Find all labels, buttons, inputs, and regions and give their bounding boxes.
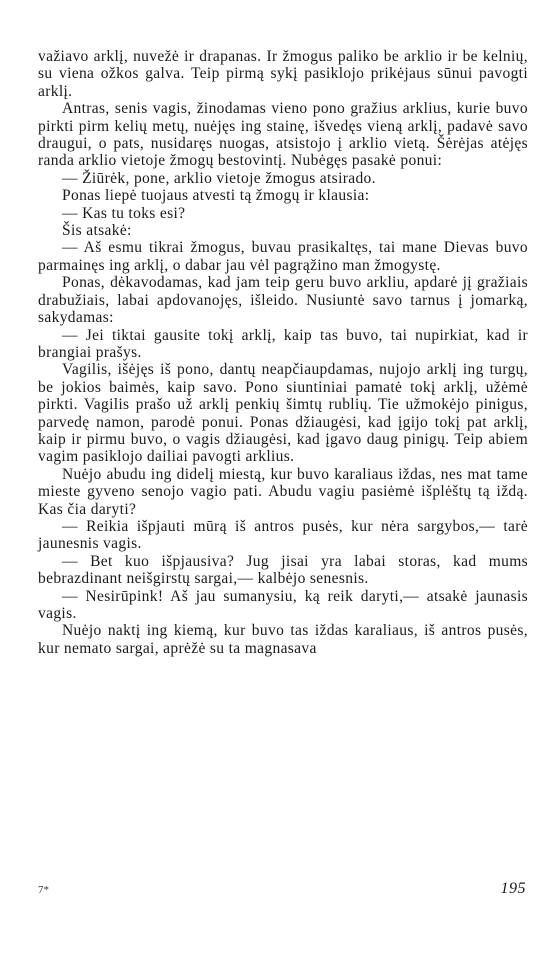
paragraph: važiavo arklį, nuvežė ir drapanas. Ir žmogus paliko be arklio ir be kelnių, su viena ožkos galva. Teip pirmą sykį pasiklojo prikėjaus sūnui pavogti arklį. <box>38 48 528 100</box>
dialogue-line: — Jei tiktai gausite tokį arklį, kaip tas buvo, tai nupirkiat, kad ir brangiai prašys. <box>38 326 528 361</box>
paragraph: Nuėjo abudu ing didelį miestą, kur buvo karaliaus iždas, nes mat tame mieste gyveno senojo vagio pati. Abudu vagiu pasiėmė išplėštų tą iždą. Kas čia daryti? <box>38 465 528 518</box>
paragraph: Ponas, dėkavodamas, kad jam teip geru buvo arkliu, apdarė jį gražiais drabužiais, labai apdovanojęs, išleido. Nusiuntė savo tarnus į jomarką, sakydamas: <box>38 274 528 327</box>
paragraph: Nuėjo naktį ing kiemą, kur buvo tas iždas karaliaus, iš antros pusės, kur nemato sargai, aprėžė su ta magnasava <box>38 622 528 657</box>
paragraph: Šis atsakė: <box>62 222 132 240</box>
dialogue-line: — Aš esmu tikrai žmogus, buvau prasikaltęs, tai mane Dievas buvo parmainęs ing arklį, o dabar jau vėl pagrąžino man žmogystę. <box>38 239 528 274</box>
page-body <box>38 48 528 657</box>
dialogue-line: — Nesirūpink! Aš jau sumanysiu, ką reik daryti,— atsakė jaunasis vagis. <box>38 587 528 622</box>
paragraph: Antras, senis vagis, žinodamas vieno pono gražius arklius, kurie buvo pirkti pirm kelių metų, nuėjęs ing stainę, išvedęs vieną arklį, padavė savo draugui, o pats, nusidaręs nuogas, atsistojo į arklio vietą. Šėrėjas atėjęs randa arklio vietoje žmogų bestovintį. Nubėgęs pasakė ponui: <box>38 100 528 170</box>
page-number: 195 <box>500 880 526 897</box>
printer-signature-mark: 7* <box>38 884 49 896</box>
dialogue-line: — Žiūrėk, pone, arklio vietoje žmogus atsirado. <box>62 169 376 187</box>
paragraph: Vagilis, išėjęs iš pono, dantų neapčiaupdamas, nujojo arklį ing turgų, be jokios baimės, kaip savo. Pono siuntiniai pamatė tokį arklį, užėmė pirkti. Vagilis prašo už arklį penkių šimtų rublių. Tie užmokėjo pinigus, parvedę namon, parodė ponui. Ponas džiaugėsi, kad įgijo tokį pat arklį, kaip ir pirmu buvo, o vagis džiaugėsi, kad įgavo daug pinigų. Teip abiem vagim pasiklojo dailiai pavogti arklius. <box>38 361 528 466</box>
dialogue-line: — Reikia išpjauti mūrą iš antros pusės, kur nėra sargybos,— tarė jaunesnis vagis. <box>38 517 528 553</box>
dialogue-line: — Bet kuo išpjausiva? Jug jisai yra labai storas, kad mums bebrazdinant neišgirstų sargai,— kalbėjo senesnis. <box>38 552 528 588</box>
dialogue-line: — Kas tu toks esi? <box>62 204 186 222</box>
paragraph: Ponas liepė tuojaus atvesti tą žmogų ir klausia: <box>62 187 370 205</box>
